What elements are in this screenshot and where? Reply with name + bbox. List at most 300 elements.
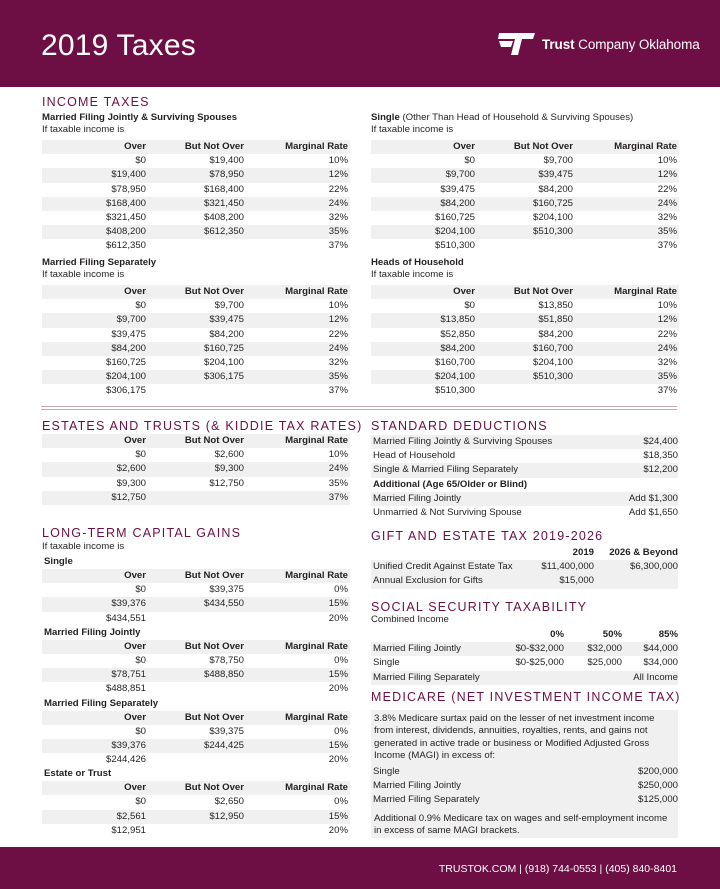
mfj-heading: Married Filing Jointly & Surviving Spouses: [42, 112, 238, 123]
table-row: [42, 328, 350, 342]
but-not-over-cell: [146, 239, 244, 253]
column-header: 2026 & Beyond: [609, 547, 678, 558]
kv-row: [371, 506, 678, 520]
single-bracket-table: [371, 140, 679, 254]
rate-cell: 32%: [328, 356, 348, 368]
row-label: Annual Exclusion for Gifts: [373, 575, 483, 587]
over-cell: $0: [135, 449, 146, 461]
table-row: [371, 211, 679, 225]
table-row: [42, 668, 350, 682]
over-cell: $78,751: [111, 669, 146, 681]
kv-label: Single: [373, 766, 400, 777]
over-cell: $19,400: [111, 169, 146, 181]
but-not-over-cell: [146, 753, 244, 767]
table-row: [42, 168, 350, 182]
but-not-over-cell: $488,850: [203, 669, 244, 681]
standard-deductions-title: STANDARD DEDUCTIONS: [371, 419, 548, 433]
but-not-over-cell: $9,700: [214, 300, 244, 312]
rate-cell: 0%: [334, 725, 348, 737]
ltcg-title: LONG-TERM CAPITAL GAINS: [42, 526, 242, 540]
over-cell: $510,300: [434, 240, 475, 252]
row-label: Unified Credit Against Estate Tax: [373, 561, 513, 573]
but-not-over-cell: $2,650: [214, 796, 244, 808]
rate-cell: 20%: [328, 683, 348, 695]
value-2019-cell: $11,400,000: [541, 561, 594, 573]
but-not-over-cell: $510,300: [532, 226, 573, 238]
column-header: But Not Over: [184, 286, 244, 297]
over-cell: $434,551: [105, 612, 146, 624]
but-not-over-cell: $321,450: [203, 197, 244, 209]
mfs-bracket-table: [42, 285, 350, 399]
table-row: [42, 795, 350, 809]
single-heading: Single (Other Than Head of Household & Surviving Spouses): [371, 112, 634, 123]
over-cell: $9,700: [116, 314, 146, 326]
rate-cell: 0%: [334, 584, 348, 596]
footer-bar: [0, 847, 720, 889]
over-cell: $160,725: [434, 211, 475, 223]
but-not-over-cell: [146, 824, 244, 838]
over-cell: $321,450: [105, 211, 146, 223]
table-row: [42, 183, 350, 197]
rate-cell: 12%: [328, 169, 348, 181]
column-header: 85%: [658, 629, 678, 640]
social-security-table: [371, 628, 678, 685]
table-row: [371, 313, 679, 327]
over-cell: $39,475: [111, 328, 146, 340]
over-cell: $9,300: [116, 477, 146, 489]
standard-deductions-table: [371, 435, 678, 520]
mfs-heading: Married Filing Separately: [42, 257, 157, 268]
table-row: [371, 183, 679, 197]
column-header: Marginal Rate: [285, 711, 348, 723]
rate-cell: 24%: [328, 342, 348, 354]
over-cell: $306,175: [105, 385, 146, 397]
medicare-threshold-table: [371, 765, 678, 808]
gift-estate-table: [371, 546, 678, 589]
kv-row: [371, 765, 678, 779]
but-not-over-cell: $204,100: [532, 356, 573, 368]
column-header: But Not Over: [513, 286, 573, 297]
company-logo[interactable]: [498, 31, 700, 57]
hoh-heading: Heads of Household: [371, 257, 464, 268]
column-header: But Not Over: [184, 570, 244, 581]
table-row: [371, 656, 678, 670]
but-not-over-cell: $84,200: [538, 183, 573, 195]
but-not-over-cell: $19,400: [209, 155, 244, 167]
kv-row: [371, 463, 678, 477]
table-row: [42, 824, 350, 838]
rate-cell: 20%: [328, 612, 348, 624]
over-cell: $0: [135, 654, 146, 666]
rate-cell: 22%: [328, 328, 348, 340]
eighty-five-percent-cell: $34,000: [643, 657, 678, 669]
kv-label: Married Filing Jointly: [373, 780, 461, 792]
rate-cell: 20%: [328, 754, 348, 766]
table-row: [42, 612, 350, 626]
but-not-over-cell: [146, 491, 244, 505]
but-not-over-cell: $78,950: [209, 169, 244, 181]
rate-cell: 24%: [328, 197, 348, 209]
rate-cell: 15%: [328, 669, 348, 681]
column-header: But Not Over: [184, 435, 244, 446]
over-cell: $0: [135, 796, 146, 808]
header-bar: [0, 0, 720, 87]
over-cell: $168,400: [105, 197, 146, 209]
over-cell: $204,100: [434, 371, 475, 383]
but-not-over-cell: $434,550: [203, 598, 244, 610]
eighty-five-percent-cell: $44,000: [643, 643, 678, 655]
mfj-bracket-table: [42, 140, 350, 254]
kv-value: Add $1,300: [628, 492, 678, 504]
kv-label: Additional (Age 65/Older or Blind): [373, 478, 528, 490]
rate-cell: 15%: [328, 598, 348, 610]
table-row: [42, 654, 350, 668]
ltcg-group-table: [42, 781, 350, 838]
column-header: Over: [124, 782, 146, 794]
table-row: [371, 168, 679, 182]
rate-cell: 10%: [328, 300, 348, 312]
rate-cell: 32%: [657, 211, 677, 223]
over-cell: $9,700: [445, 169, 475, 181]
kv-value: $200,000: [637, 766, 678, 777]
medicare-panel: [371, 710, 678, 838]
column-header: But Not Over: [513, 141, 573, 152]
kv-row: [371, 435, 678, 449]
ltcg-group-table: [42, 711, 350, 768]
table-row: [371, 342, 679, 356]
kv-label: Married Filing Separately: [373, 794, 480, 806]
ltcg-group-label: Single: [44, 556, 73, 567]
rate-cell: 10%: [657, 300, 677, 312]
column-header: Marginal Rate: [285, 570, 348, 581]
rate-cell: 12%: [657, 169, 677, 181]
kv-value: $24,400: [643, 436, 678, 447]
over-cell: $39,475: [440, 183, 475, 195]
hoh-bracket-table: [371, 285, 679, 399]
but-not-over-cell: $306,175: [203, 371, 244, 383]
over-cell: $204,100: [434, 226, 475, 238]
rate-cell: 0%: [334, 796, 348, 808]
table-row: [42, 477, 350, 491]
over-cell: $510,300: [434, 385, 475, 397]
over-cell: $160,700: [434, 356, 475, 368]
column-header: Marginal Rate: [614, 141, 677, 152]
over-cell: $0: [464, 300, 475, 312]
table-row: [42, 299, 350, 313]
social-security-title: SOCIAL SECURITY TAXABILITY: [371, 600, 588, 614]
kv-label: Head of Household: [373, 450, 456, 462]
table-row: [371, 154, 679, 168]
table-row: [42, 583, 350, 597]
table-row: [42, 384, 350, 398]
table-row: [42, 197, 350, 211]
rate-cell: 32%: [657, 356, 677, 368]
column-header: But Not Over: [184, 141, 244, 152]
over-cell: $84,200: [440, 342, 475, 354]
over-cell: $0: [135, 300, 146, 312]
column-header: But Not Over: [184, 782, 244, 794]
over-cell: $13,850: [440, 314, 475, 326]
kv-value: $12,200: [643, 464, 678, 476]
table-row: [371, 671, 678, 685]
table-row: [371, 574, 678, 588]
column-header: Marginal Rate: [285, 435, 348, 446]
column-header: Over: [453, 286, 475, 297]
over-cell: $0: [135, 155, 146, 167]
rate-cell: 32%: [328, 211, 348, 223]
column-header: 2019: [572, 547, 594, 558]
table-row: [371, 384, 679, 398]
ltcg-tables: [42, 555, 350, 838]
over-cell: $488,851: [105, 683, 146, 695]
value-2026-cell: [594, 574, 678, 588]
table-row: [42, 491, 350, 505]
but-not-over-cell: $204,100: [532, 211, 573, 223]
rate-cell: 37%: [328, 240, 348, 252]
over-cell: $39,376: [111, 598, 146, 610]
column-header: Marginal Rate: [285, 640, 348, 652]
column-header: Over: [124, 286, 146, 297]
all-income-cell: All Income: [633, 671, 678, 683]
hoh-condition: If taxable income is: [371, 269, 454, 280]
rate-cell: 35%: [328, 226, 348, 238]
medicare-additional-note: Additional 0.9% Medicare tax on wages and self-employment income in excess of same MAGI brackets.: [374, 813, 668, 837]
ltcg-group-label: Estate or Trust: [44, 768, 112, 780]
kv-row: [371, 779, 678, 793]
footer-contact[interactable]: TRUSTOK.COM | (918) 744-0553 | (405) 840-8401: [438, 863, 677, 875]
kv-row: [371, 478, 678, 492]
but-not-over-cell: $12,750: [209, 477, 244, 489]
table-row: [371, 299, 679, 313]
table-row: [371, 328, 679, 342]
column-header: Over: [453, 141, 475, 152]
but-not-over-cell: [146, 384, 244, 398]
rate-cell: 0%: [334, 654, 348, 666]
but-not-over-cell: [146, 612, 244, 626]
rate-cell: 37%: [328, 385, 348, 397]
table-row: [42, 370, 350, 384]
table-row: [42, 810, 350, 824]
but-not-over-cell: $84,200: [538, 328, 573, 340]
over-cell: $244,426: [105, 754, 146, 766]
row-label: Married Filing Jointly: [373, 643, 461, 655]
but-not-over-cell: $160,700: [532, 342, 573, 354]
but-not-over-cell: $78,750: [209, 654, 244, 666]
column-header: But Not Over: [184, 711, 244, 723]
t-logo-icon: [498, 31, 536, 57]
kv-label: Married Filing Jointly & Surviving Spouses: [373, 436, 553, 447]
kv-row: [371, 449, 678, 463]
ltcg-group-label: Married Filing Separately: [44, 697, 159, 709]
column-header: Marginal Rate: [614, 286, 677, 297]
estates-title: ESTATES AND TRUSTS (& KIDDIE TAX RATES): [42, 419, 363, 433]
over-cell: $84,200: [111, 342, 146, 354]
ltcg-group-table: [42, 569, 350, 626]
fifty-percent-cell: $25,000: [587, 657, 622, 669]
rate-cell: 35%: [657, 226, 677, 238]
but-not-over-cell: $12,950: [209, 810, 244, 822]
row-label: Married Filing Separately: [373, 671, 480, 683]
but-not-over-cell: $244,425: [203, 739, 244, 751]
but-not-over-cell: $160,725: [532, 197, 573, 209]
column-header: Over: [124, 570, 146, 581]
but-not-over-cell: $84,200: [209, 328, 244, 340]
income-taxes-title: INCOME TAXES: [42, 95, 150, 109]
rate-cell: 35%: [328, 477, 348, 489]
column-header: Marginal Rate: [285, 286, 348, 297]
rate-cell: 15%: [328, 739, 348, 751]
over-cell: $78,950: [111, 183, 146, 195]
table-header-row: [371, 140, 679, 154]
table-row: [42, 725, 350, 739]
table-header-row: [42, 569, 350, 583]
table-row: [42, 739, 350, 753]
table-row: [371, 225, 679, 239]
but-not-over-cell: $408,200: [203, 211, 244, 223]
over-cell: $39,376: [111, 739, 146, 751]
kv-row: [371, 793, 678, 807]
table-header-row: [42, 640, 350, 654]
column-header: Over: [124, 711, 146, 723]
but-not-over-cell: $13,850: [538, 300, 573, 312]
gift-estate-title: GIFT AND ESTATE TAX 2019-2026: [371, 529, 604, 543]
ltcg-condition: If taxable income is: [42, 541, 125, 552]
column-header: Marginal Rate: [285, 141, 348, 152]
kv-label: Single & Married Filing Separately: [373, 464, 519, 476]
table-row: [371, 197, 679, 211]
kv-label: Married Filing Jointly: [373, 492, 461, 504]
page-title: 2019 Taxes: [41, 29, 196, 62]
but-not-over-cell: $39,475: [538, 169, 573, 181]
but-not-over-cell: $168,400: [203, 183, 244, 195]
zero-percent-cell: $0-$25,000: [515, 657, 564, 669]
table-row: [42, 682, 350, 696]
social-security-subtitle: Combined Income: [371, 614, 449, 625]
column-header: 0%: [550, 629, 564, 640]
but-not-over-cell: $2,600: [214, 449, 244, 461]
table-header-row: [371, 285, 679, 299]
rate-cell: 37%: [657, 385, 677, 397]
table-row: [42, 342, 350, 356]
table-row: [371, 642, 678, 656]
but-not-over-cell: $160,725: [203, 342, 244, 354]
medicare-title: MEDICARE (NET INVESTMENT INCOME TAX): [371, 690, 681, 704]
table-row: [42, 211, 350, 225]
medicare-intro: 3.8% Medicare surtax paid on the lesser of net investment income from interest, dividends, annuities, royalties, rents, and gains not generated in active trade or business or Modified Adjusted Gross Income (MAGI) in excess of:: [374, 713, 655, 762]
table-header-row: [42, 711, 350, 725]
over-cell: $0: [135, 725, 146, 737]
kv-value: $125,000: [637, 794, 678, 806]
logo-text: Trust Company Oklahoma: [542, 36, 700, 52]
kv-value: Add $1,650: [628, 506, 678, 518]
over-cell: $0: [135, 584, 146, 596]
value-2026-cell: $6,300,000: [629, 561, 678, 573]
but-not-over-cell: $39,375: [209, 725, 244, 737]
rate-cell: 22%: [328, 183, 348, 195]
but-not-over-cell: [475, 384, 573, 398]
rate-cell: 10%: [657, 155, 677, 167]
table-row: [42, 597, 350, 611]
mfj-condition: If taxable income is: [42, 124, 125, 135]
table-row: [42, 448, 350, 462]
ltcg-group-table: [42, 640, 350, 697]
rate-cell: 35%: [657, 371, 677, 383]
rate-cell: 37%: [657, 240, 677, 252]
over-cell: $12,750: [111, 491, 146, 503]
column-header: But Not Over: [184, 640, 244, 652]
rate-cell: 12%: [328, 314, 348, 326]
table-header-row: [371, 546, 678, 560]
table-row: [371, 356, 679, 370]
rate-cell: 22%: [657, 183, 677, 195]
table-row: [42, 462, 350, 476]
rate-cell: 10%: [328, 155, 348, 167]
kv-value: $250,000: [637, 780, 678, 792]
fifty-percent-cell: $32,000: [587, 643, 622, 655]
table-header-row: [42, 285, 350, 299]
kv-row: [371, 492, 678, 506]
single-condition: If taxable income is: [371, 124, 454, 135]
column-header: Marginal Rate: [285, 782, 348, 794]
table-header-row: [42, 781, 350, 795]
value-2019-cell: $15,000: [559, 575, 594, 587]
over-cell: $2,561: [116, 810, 146, 822]
over-cell: $12,951: [111, 824, 146, 836]
but-not-over-cell: $39,475: [209, 314, 244, 326]
over-cell: $204,100: [105, 371, 146, 383]
table-row: [42, 225, 350, 239]
section-divider: [41, 406, 677, 410]
table-row: [42, 239, 350, 253]
but-not-over-cell: [146, 682, 244, 696]
table-header-row: [42, 434, 350, 448]
ltcg-group-label: Married Filing Jointly: [44, 626, 141, 638]
but-not-over-cell: $9,700: [543, 155, 573, 167]
table-row: [42, 154, 350, 168]
table-header-row: [371, 628, 678, 642]
over-cell: $2,600: [116, 463, 146, 475]
over-cell: $84,200: [440, 197, 475, 209]
but-not-over-cell: $39,375: [209, 584, 244, 596]
column-header: Over: [124, 141, 146, 152]
but-not-over-cell: $51,850: [538, 314, 573, 326]
row-label: Single: [373, 657, 400, 669]
but-not-over-cell: $9,300: [214, 463, 244, 475]
table-row: [371, 239, 679, 253]
rate-cell: 20%: [328, 824, 348, 836]
rate-cell: 12%: [657, 314, 677, 326]
mfs-condition: If taxable income is: [42, 269, 125, 280]
over-cell: $0: [464, 155, 475, 167]
table-row: [371, 560, 678, 574]
column-header: Over: [124, 640, 146, 652]
rate-cell: 24%: [657, 197, 677, 209]
but-not-over-cell: $612,350: [203, 226, 244, 238]
but-not-over-cell: [475, 239, 573, 253]
estates-bracket-table: [42, 434, 350, 505]
rate-cell: 22%: [657, 328, 677, 340]
kv-label: Unmarried & Not Surviving Spouse: [373, 506, 522, 518]
rate-cell: 24%: [328, 463, 348, 475]
rate-cell: 37%: [328, 491, 348, 503]
kv-value: $18,350: [643, 450, 678, 462]
table-row: [42, 313, 350, 327]
over-cell: $52,850: [440, 328, 475, 340]
column-header: Over: [124, 435, 146, 446]
over-cell: $160,725: [105, 356, 146, 368]
table-row: [371, 370, 679, 384]
zero-percent-cell: $0-$32,000: [515, 643, 564, 655]
